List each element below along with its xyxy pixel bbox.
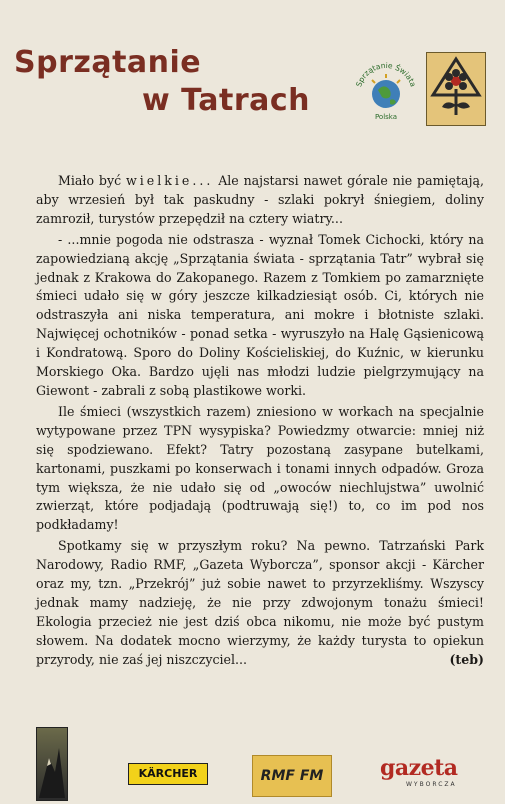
gazeta-logo: [380, 755, 476, 797]
flower-icon: [427, 53, 485, 125]
article-text: Miało być: [58, 173, 122, 188]
headline-line-2: w Tatrach: [142, 83, 311, 118]
przekroj-logo: [36, 727, 68, 801]
campaign-logo: [350, 56, 422, 128]
article-text: Ale najstarsi nawet górale nie pamiętają, aby wrzesień był tak paskudny - szlaki pokrył śniegiem, doliny zamroził, turystów przepędził na cztery wiatry...: [36, 173, 484, 226]
headline-line-1: Sprzątanie: [14, 45, 202, 80]
mountain-icon: [37, 728, 67, 800]
rmf-logo: RMF FM: [252, 755, 332, 797]
gazeta-logo-sub: WYBORCZA: [406, 781, 457, 788]
headline: [14, 44, 344, 120]
article-body: [36, 172, 484, 672]
campaign-logo-bottom-text: Polska: [374, 113, 398, 121]
article-paragraph: [36, 172, 484, 229]
article-text-spaced: wielkie...: [125, 173, 214, 188]
park-emblem: [426, 52, 486, 126]
karcher-logo: KÄRCHER: [128, 763, 208, 785]
campaign-logo-top-text: Sprzątanie Świata: [354, 60, 418, 89]
article-paragraph: - ...mnie pogoda nie odstrasza - wyznał Tomek Cichocki, który na zapowiedzianą akcję „Sprzątania świata - sprzątania Tatr” wybrał się jednak z Krakowa do Zakopanego. Razem z Tomkiem po zamarznięte śmieci udało się w góry jeszcze kilkadziesiąt osób. Ci, których nie odstraszyła ani niska temperatura, ani mokre i błotniste szlaki. Najwięcej ochotników - ponad setka - wyruszyło na Halę Gąsienicową i Kondratową. Sporo do Doliny Kościeliskiej, do Kuźnic, w kierunku Morskiego Oka. Bardzo ujęli nas młodzi ludzie pielgrzymujący na Giewont - zabrali z sobą plastikowe worki.: [36, 231, 484, 398]
article-paragraph: Ile śmieci (wszystkich razem) zniesiono w workach na specjalnie wytypowane przez TPN wysypiska? Powiedzmy otwarcie: mniej niż się spodziewano. Efekt? Tatry pozostaną zasypane butelkami, kartonami, puszkami po konserwach i tonami innych odpadów. Groza tym większa, że nie udało się od „owoców niechlujstwa” uwolnić zwierząt, które podjadają (podtruwają się!) to, co im pod nos podkładamy!: [36, 403, 484, 533]
author-signature: (teb): [449, 651, 484, 667]
sponsor-strip: [0, 725, 505, 800]
gazeta-logo-word: gazeta: [380, 755, 458, 781]
article-paragraph: [36, 537, 484, 669]
article-text: Spotkamy się w przyszłym roku? Na pewno. Tatrzański Park Narodowy, Radio RMF, „Gazeta Wyborcza”, sponsor akcji - Kärcher oraz my, tzn. „Przekrój” już sobie nawet to przyrzekliśmy. Wszyscy jednak mamy nadzieję, że nie przy zdwojonym tonażu śmieci! Ekologia przecież nie jest dziś obca nikomu, nie może być pustym słowem. Na dodatek mocno wierzymy, że każdy turysta to opiekun przyrody, nie zaś jej niszczyciel...: [36, 538, 484, 667]
